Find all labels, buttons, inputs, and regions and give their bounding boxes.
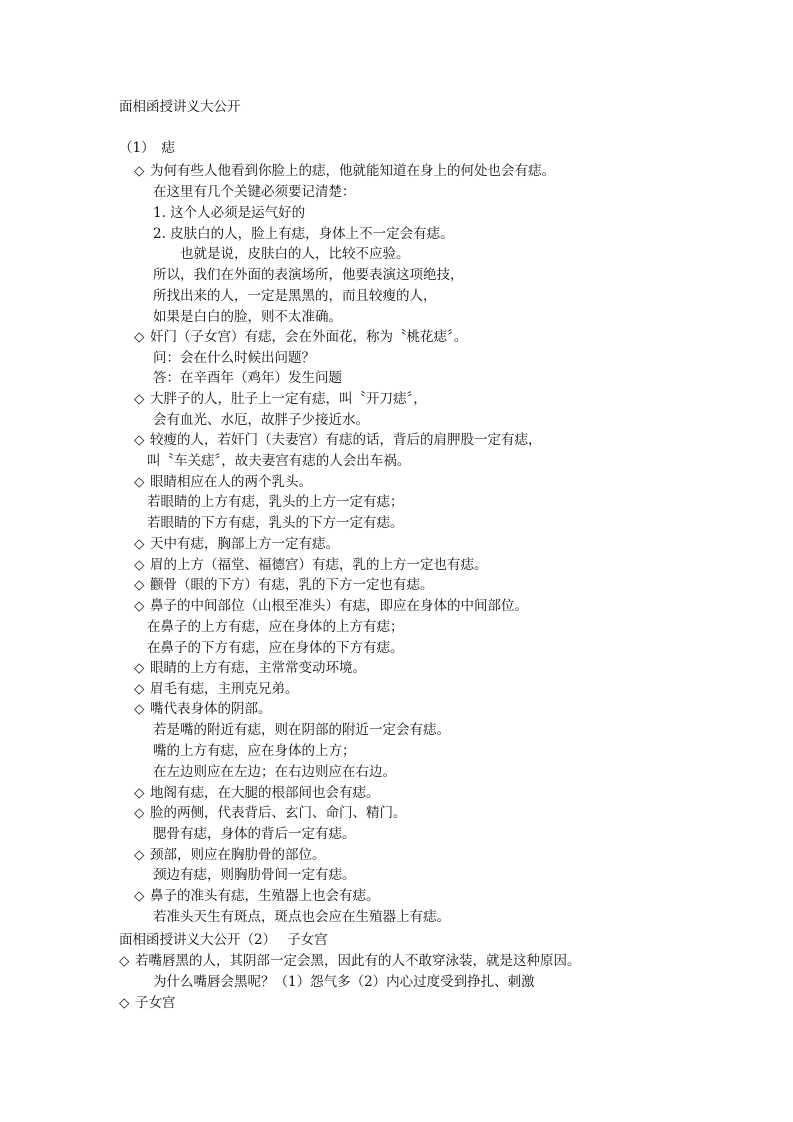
bullet-item	[134, 701, 272, 717]
line-text: 地阁有痣，在大腿的根部间也会有痣。	[150, 785, 380, 801]
document-title: 面相函授讲义大公开	[119, 99, 241, 115]
diamond-bullet-icon: ◇	[134, 391, 145, 407]
diamond-bullet-icon: ◇	[134, 847, 145, 863]
line-text: 嘴的上方有痣，应在身体的上方；	[153, 743, 356, 759]
bullet-item	[134, 598, 528, 614]
bullet-item	[134, 681, 299, 697]
bullet-item	[134, 805, 407, 821]
bullet-item	[134, 847, 326, 863]
bullet-item	[134, 660, 366, 676]
line-text: 会有血光、水厄，故胖子少接近水。	[153, 412, 369, 428]
line-text: 若眼睛的上方有痣，乳头的上方一定有痣；	[147, 494, 404, 510]
line-text: 眼睛的上方有痣，主常常变动环境。	[150, 660, 366, 676]
text-line	[153, 309, 342, 325]
text-line	[153, 826, 356, 842]
line-text: 鼻子的准头有痣，生殖器上也会有痣。	[150, 888, 380, 904]
line-text: 所找出来的人，一定是黑黑的，而且较瘦的人，	[153, 288, 437, 304]
bullet-item	[134, 474, 312, 490]
line-text: 1. 这个人必须是运气好的	[153, 205, 306, 221]
diamond-bullet-icon: ◇	[134, 598, 145, 614]
bullet-item	[134, 391, 427, 407]
line-text: 眼睛相应在人的两个乳头。	[150, 474, 312, 490]
bullet-item	[134, 785, 380, 801]
text-line	[153, 412, 369, 428]
bullet-item	[134, 557, 488, 573]
line-text: 2. 皮肤白的人，脸上有痣，身体上不一定会有痣。	[153, 226, 454, 242]
diamond-bullet-icon: ◇	[134, 681, 145, 697]
diamond-bullet-icon: ◇	[134, 557, 145, 573]
text-line	[153, 722, 450, 738]
line-text: 若准头天生有斑点，斑点也会应在生殖器上有痣。	[153, 909, 450, 925]
line-text: 眉的上方（福堂、福德宫）有痣，乳的上方一定也有痣。	[150, 557, 488, 573]
text-line	[153, 205, 305, 221]
text-line	[153, 184, 356, 200]
bullet-item	[134, 577, 434, 593]
line-text: 脸的两侧，代表背后、玄门、命门、精门。	[150, 805, 407, 821]
line-text: 也就是说，皮肤白的人，比较不应验。	[180, 246, 410, 262]
text-line	[153, 267, 464, 283]
text-line	[147, 453, 410, 469]
section2-heading: 面相函授讲义大公开（2） 子女宫	[119, 932, 328, 948]
line-text: 所以，我们在外面的表演场所，他要表演这项绝技，	[153, 267, 464, 283]
line-text: 较瘦的人，若奸门（夫妻宫）有痣的话，背后的肩胛股一定有痣，	[150, 432, 542, 448]
diamond-bullet-icon: ◇	[134, 163, 145, 179]
text-line	[153, 226, 454, 242]
line-text: 鼻子的中间部位（山根至准头）有痣，即应在身体的中间部位。	[150, 598, 528, 614]
bullet-item	[134, 329, 467, 345]
diamond-bullet-icon: ◇	[134, 660, 145, 676]
line-text: 若是嘴的附近有痣，则在阴部的附近一定会有痣。	[153, 722, 450, 738]
line-text: 在鼻子的上方有痣，应在身体的上方有痣；	[147, 619, 404, 635]
text-line	[153, 867, 356, 883]
text-line	[153, 909, 450, 925]
diamond-bullet-icon: ◇	[134, 888, 145, 904]
line-text: 问：会在什么时候出问题？	[153, 350, 315, 366]
line-text: 天中有痣，胸部上方一定有痣。	[150, 536, 339, 552]
text-line	[153, 974, 535, 990]
line-text: 为什么嘴唇会黑呢？（1）怨气多（2）内心过度受到挣扎、刺激	[153, 974, 535, 990]
line-text: 在左边则应在左边；在右边则应在右边。	[153, 764, 396, 780]
line-text: 眉毛有痣，主刑克兄弟。	[150, 681, 299, 697]
line-text: 在这里有几个关键必须要记清楚：	[153, 184, 356, 200]
line-text: 答：在辛酉年（鸡年）发生问题	[153, 370, 342, 386]
diamond-bullet-icon: ◇	[134, 536, 145, 552]
line-text: 腮骨有痣，身体的背后一定有痣。	[153, 826, 356, 842]
diamond-bullet-icon: ◇	[119, 995, 130, 1011]
text-line	[147, 619, 404, 635]
line-text: 大胖子的人，肚子上一定有痣，叫〝开刀痣〞，	[150, 391, 427, 407]
bullet-item	[134, 163, 555, 179]
line-text: 奸门（子女宫）有痣，会在外面花，称为〝桃花痣〞。	[150, 329, 468, 345]
text-line	[147, 515, 404, 531]
section1-heading: （1） 痣	[119, 140, 175, 156]
line-text: 为何有些人他看到你脸上的痣，他就能知道在身上的何处也会有痣。	[150, 163, 555, 179]
text-line	[153, 764, 396, 780]
text-line	[153, 350, 315, 366]
diamond-bullet-icon: ◇	[134, 785, 145, 801]
diamond-bullet-icon: ◇	[134, 329, 145, 345]
line-text: 若嘴唇黑的人，其阴部一定会黑，因此有的人不敢穿泳装，就是这种原因。	[135, 953, 581, 969]
text-line	[153, 743, 356, 759]
text-line	[147, 494, 404, 510]
bullet-item	[134, 888, 380, 904]
diamond-bullet-icon: ◇	[119, 953, 130, 969]
text-line	[147, 640, 404, 656]
line-text: 嘴代表身体的阴部。	[150, 701, 272, 717]
diamond-bullet-icon: ◇	[134, 432, 145, 448]
line-text: 如果是白白的脸，则不太准确。	[153, 309, 342, 325]
bullet-item	[119, 995, 176, 1011]
diamond-bullet-icon: ◇	[134, 701, 145, 717]
line-text: 在鼻子的下方有痣，应在身体的下方有痣。	[147, 640, 404, 656]
line-text: 颈边有痣，则胸肋骨间一定有痣。	[153, 867, 356, 883]
bullet-item	[119, 953, 581, 969]
bullet-item	[134, 536, 339, 552]
diamond-bullet-icon: ◇	[134, 577, 145, 593]
line-text: 若眼睛的下方有痣，乳头的下方一定有痣。	[147, 515, 404, 531]
line-text: 子女宫	[135, 995, 176, 1011]
text-line	[153, 370, 342, 386]
diamond-bullet-icon: ◇	[134, 805, 145, 821]
line-text: 叫〝车关痣〞，故夫妻宫有痣的人会出车祸。	[147, 453, 411, 469]
diamond-bullet-icon: ◇	[134, 474, 145, 490]
text-line	[180, 246, 410, 262]
line-text: 颧骨（眼的下方）有痣，乳的下方一定也有痣。	[150, 577, 434, 593]
line-text: 颈部，则应在胸肋骨的部位。	[150, 847, 326, 863]
bullet-item	[134, 432, 542, 448]
text-line	[153, 288, 437, 304]
